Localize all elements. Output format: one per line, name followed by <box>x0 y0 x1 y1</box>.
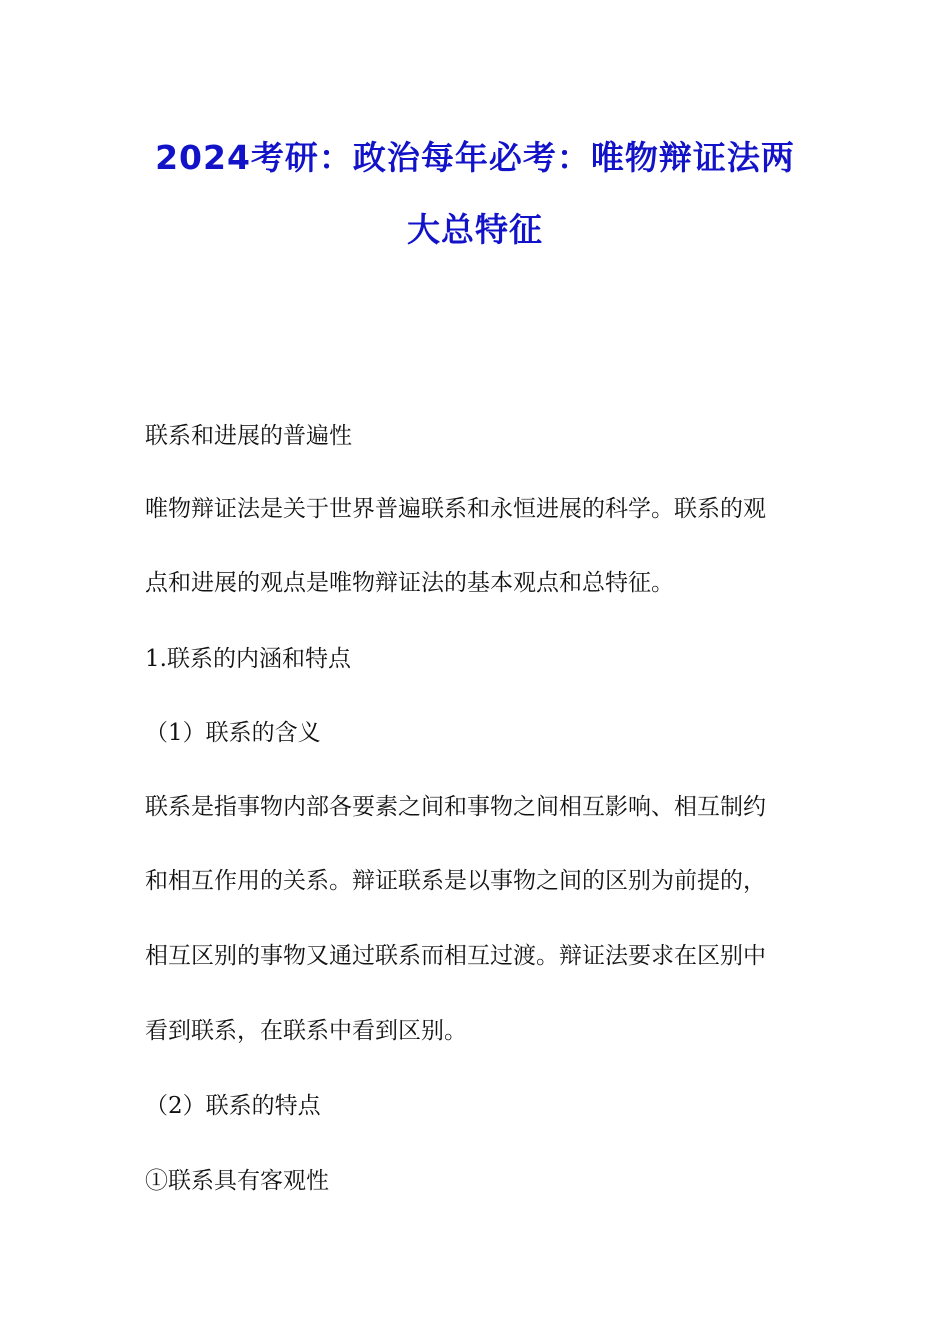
list-item-1: ①联系具有客观性 <box>145 1168 329 1194</box>
section-heading: 联系和进展的普遍性 <box>145 423 352 449</box>
document-title-line-1: 2024考研：政治每年必考：唯物辩证法两 <box>155 138 795 177</box>
subsection-1-line-4: 看到联系，在联系中看到区别。 <box>145 1018 467 1044</box>
intro-paragraph-line-1: 唯物辩证法是关于世界普遍联系和永恒进展的科学。联系的观 <box>145 496 766 522</box>
intro-paragraph-line-2: 点和进展的观点是唯物辩证法的基本观点和总特征。 <box>145 570 674 596</box>
subsection-1-line-1: 联系是指事物内部各要素之间和事物之间相互影响、相互制约 <box>145 794 766 820</box>
subsection-1-line-3: 相互区别的事物又通过联系而相互过渡。辩证法要求在区别中 <box>145 943 766 969</box>
point-1-heading: 1.联系的内涵和特点 <box>145 646 351 672</box>
subsection-1-line-2: 和相互作用的关系。辩证联系是以事物之间的区别为前提的， <box>145 868 766 894</box>
subsection-1-heading: （1）联系的含义 <box>145 720 321 746</box>
subsection-2-heading: （2）联系的特点 <box>145 1093 321 1119</box>
document-title-line-2: 大总特征 <box>407 210 543 249</box>
